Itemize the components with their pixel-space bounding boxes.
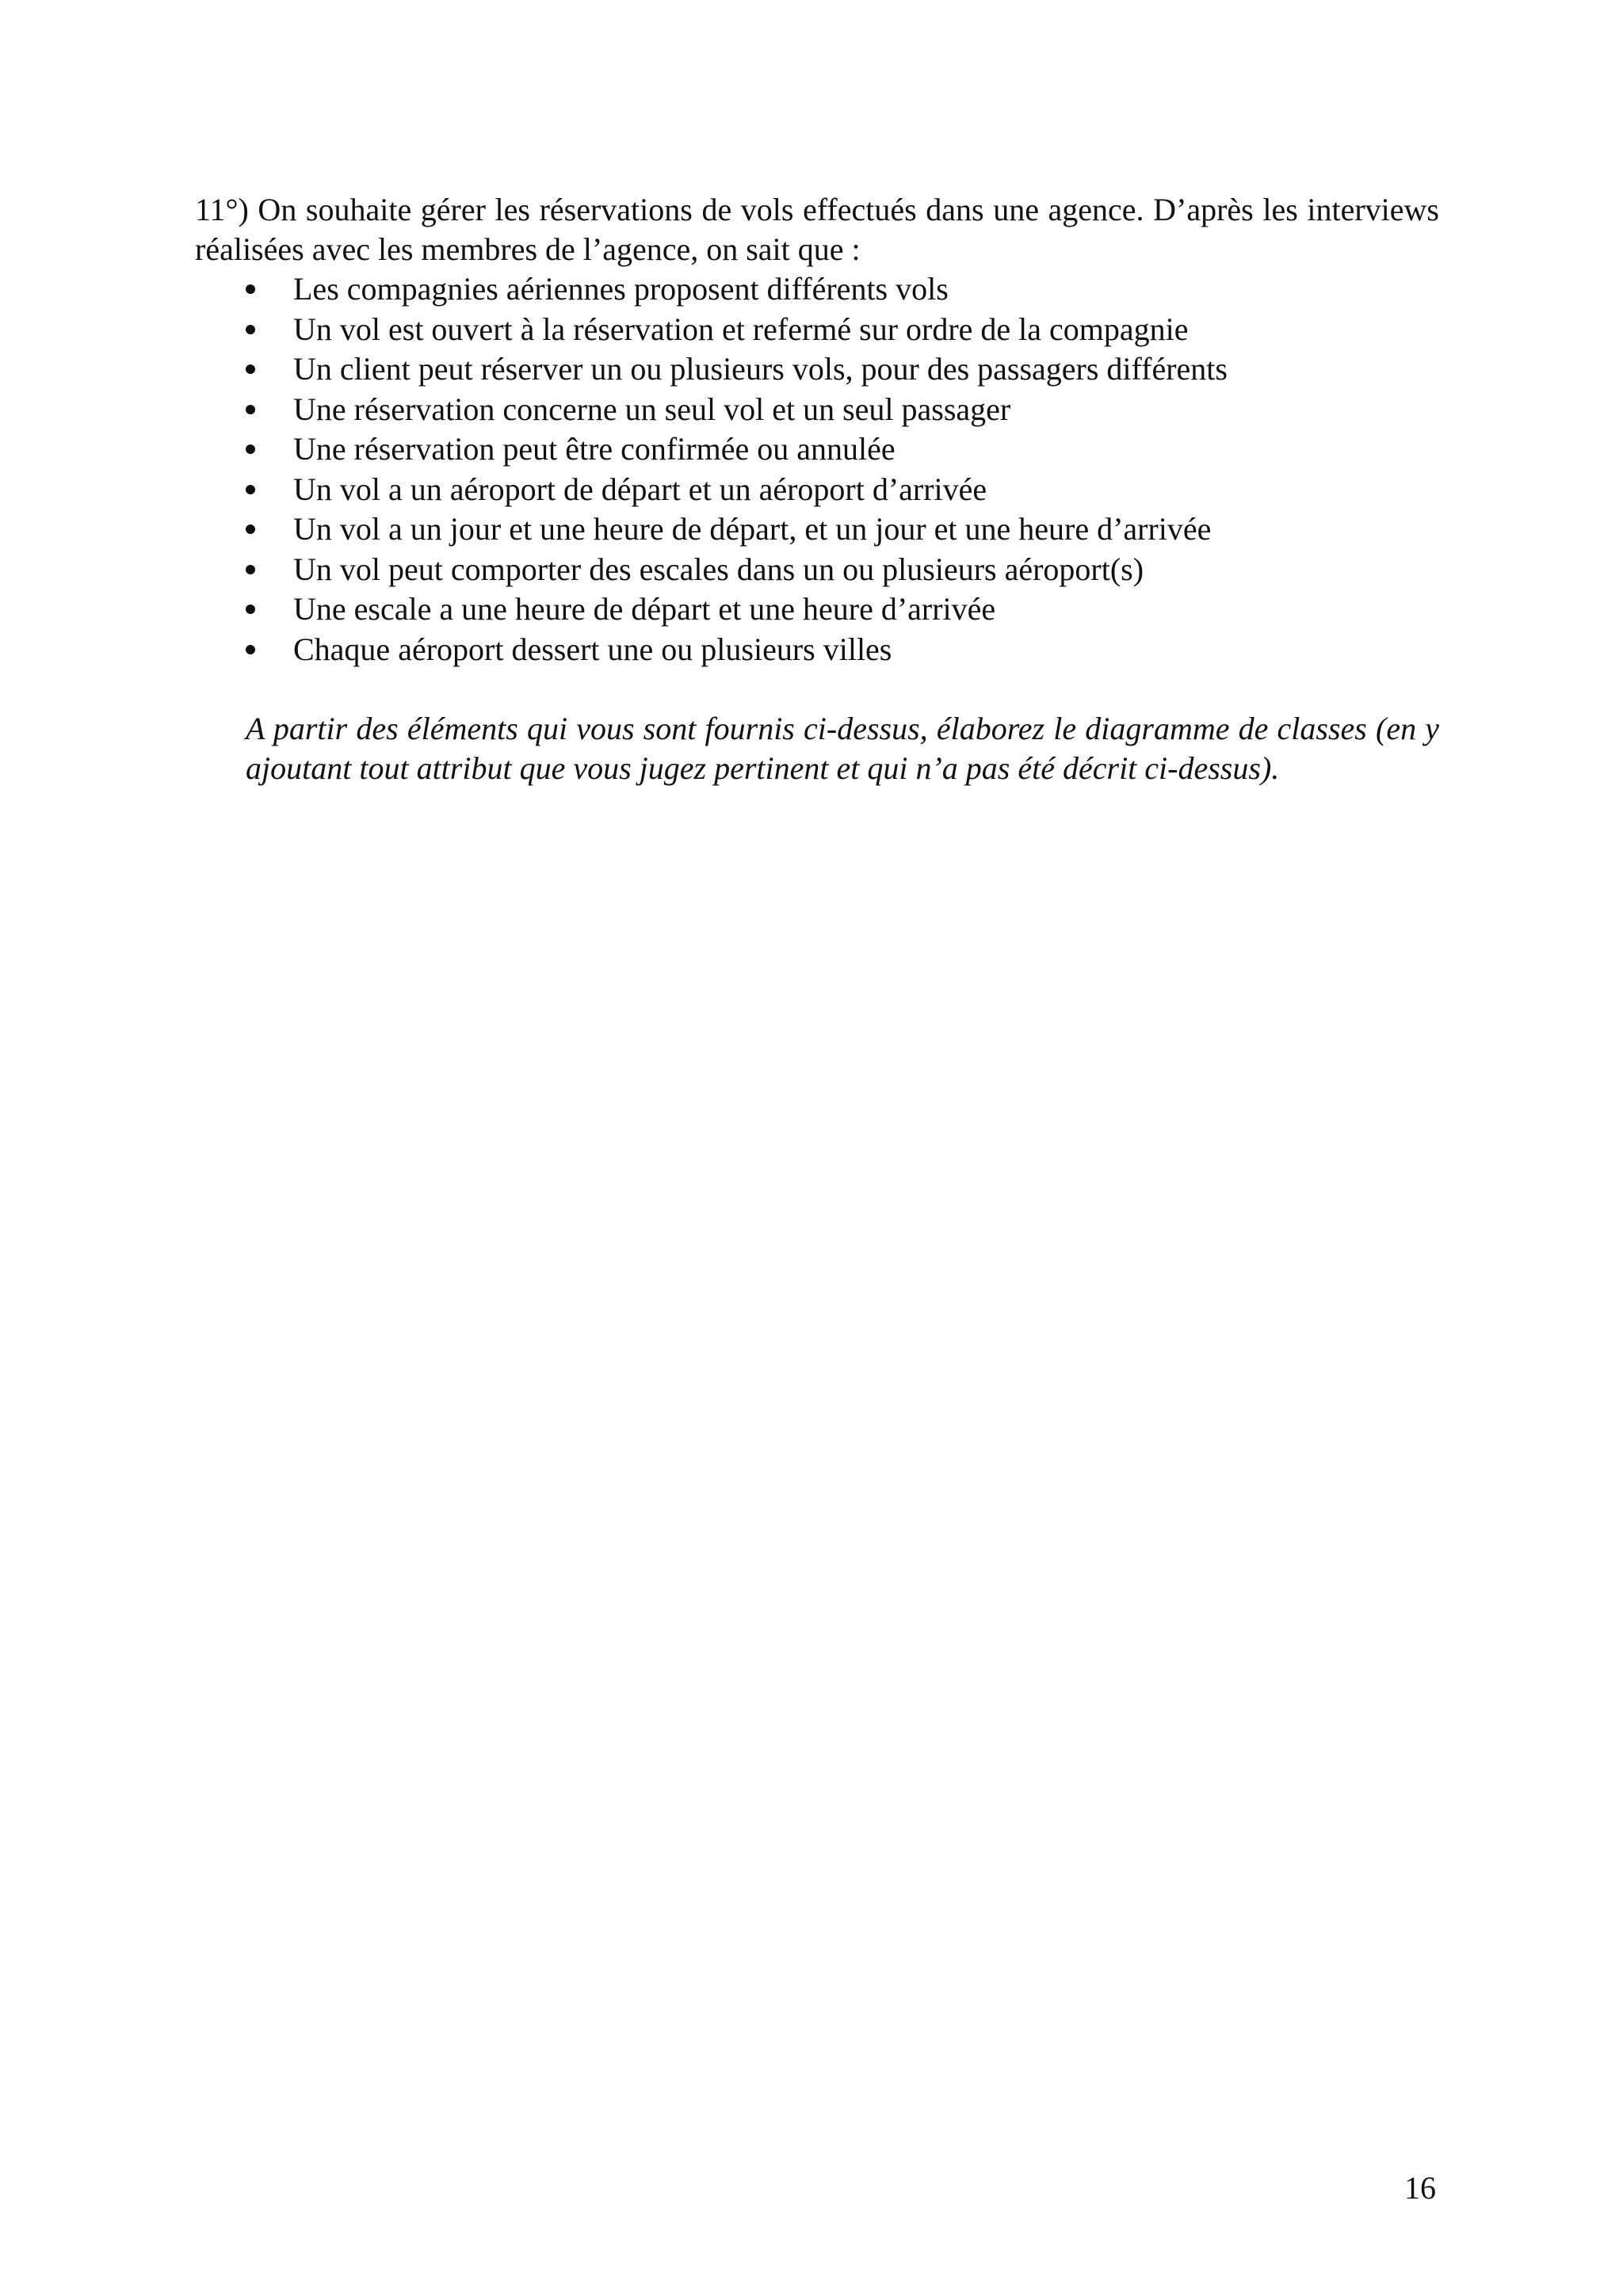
list-item	[195, 589, 1439, 630]
bullet-icon	[246, 645, 255, 654]
list-item	[195, 630, 1439, 670]
list-item	[195, 349, 1439, 390]
list-item	[195, 429, 1439, 470]
exercise-instruction: A partir des éléments qui vous sont fournis ci-dessus, élaborez le diagramme de classes (en y ajoutant tout attribut que vous jugez pertinent et qui n’a pas été décrit ci-dessus).	[246, 711, 1439, 786]
bullet-icon	[246, 405, 255, 414]
list-item-text: Une escale a une heure de départ et une heure d’arrivée	[293, 591, 996, 627]
list-item	[195, 509, 1439, 550]
page-number: 16	[1404, 2170, 1436, 2206]
list-item	[195, 470, 1439, 510]
list-item-text: Les compagnies aériennes proposent différents vols	[293, 271, 949, 307]
list-item-text: Un vol peut comporter des escales dans un ou plusieurs aéroport(s)	[293, 551, 1144, 587]
list-item-text: Un vol est ouvert à la réservation et refermé sur ordre de la compagnie	[293, 311, 1189, 347]
exercise-intro: 11°) On souhaite gérer les réservations de vols effectués dans une agence. D’après les interviews réalisées avec les membres de l’agence, on sait que :	[195, 192, 1439, 267]
requirements-list	[195, 269, 1439, 669]
bullet-icon	[246, 364, 255, 374]
list-item-text: Une réservation concerne un seul vol et un seul passager	[293, 391, 1011, 427]
bullet-icon	[246, 605, 255, 614]
bullet-icon	[246, 444, 255, 454]
list-item	[195, 310, 1439, 350]
list-item	[195, 269, 1439, 310]
list-item-text: Un vol a un aéroport de départ et un aéroport d’arrivée	[293, 471, 987, 507]
bullet-icon	[246, 565, 255, 574]
list-item-text: Un client peut réserver un ou plusieurs vols, pour des passagers différents	[293, 351, 1228, 387]
bullet-icon	[246, 284, 255, 294]
list-item	[195, 390, 1439, 430]
bullet-icon	[246, 524, 255, 534]
list-item-text: Une réservation peut être confirmée ou annulée	[293, 431, 896, 467]
list-item-text: Chaque aéroport dessert une ou plusieurs villes	[293, 631, 892, 667]
list-item-text: Un vol a un jour et une heure de départ, et un jour et une heure d’arrivée	[293, 511, 1212, 547]
list-item	[195, 550, 1439, 590]
exercise-content	[195, 190, 1439, 788]
bullet-icon	[246, 485, 255, 494]
bullet-icon	[246, 325, 255, 334]
